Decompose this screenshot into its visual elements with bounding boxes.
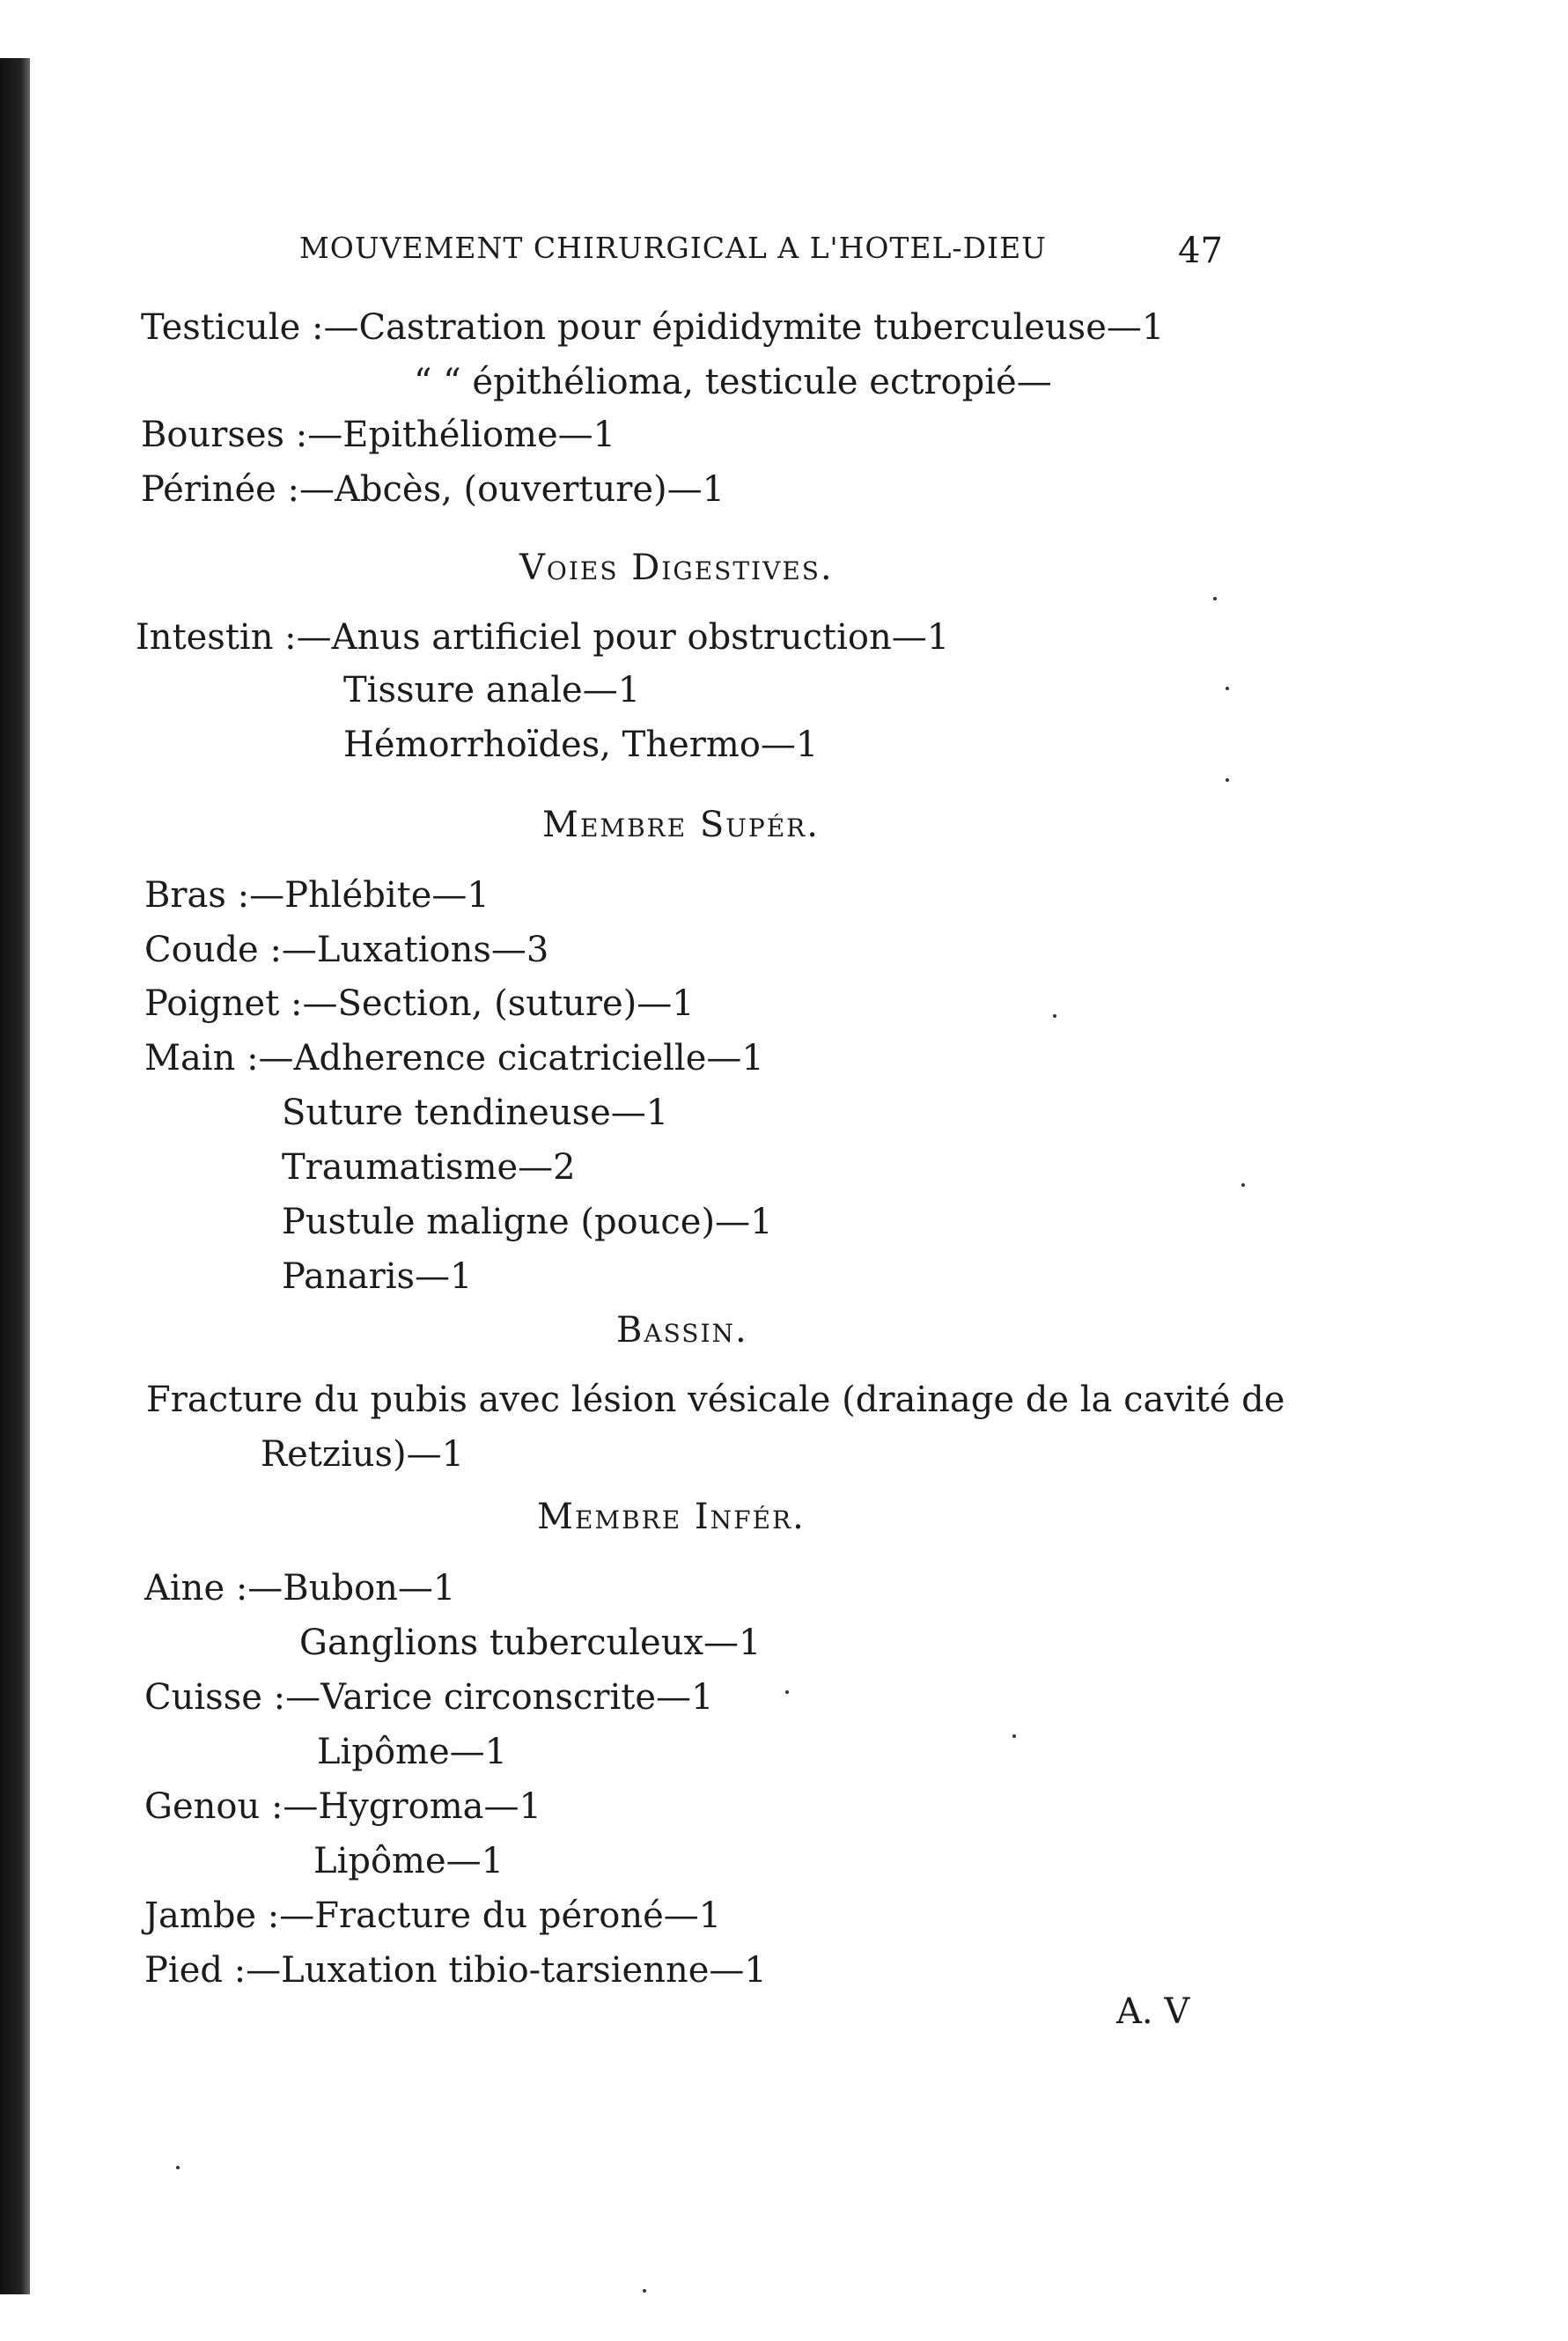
section-heading: Membre Supér. [542, 805, 820, 845]
text-line: Retzius)—1 [261, 1434, 465, 1475]
text-line: Pustule maligne (pouce)—1 [282, 1202, 773, 1242]
text-line: Lipôme—1 [317, 1732, 508, 1772]
text-line: Panaris—1 [282, 1256, 473, 1297]
text-line: Poignet :—Section, (suture)—1 [144, 983, 695, 1024]
text-line: Hémorrhoïdes, Thermo—1 [343, 725, 819, 765]
running-head: MOUVEMENT CHIRURGICAL A L'HOTEL-DIEU [299, 231, 1047, 265]
text-line: Testicule :—Castration pour épididymite tuberculeuse—1 [141, 307, 1165, 348]
print-speck [1226, 687, 1229, 690]
text-line: Pied :—Luxation tibio-tarsienne—1 [144, 1950, 767, 1991]
text-line: Fracture du pubis avec lésion vésicale (drainage de la cavité de [146, 1380, 1285, 1420]
print-speck [1213, 597, 1217, 600]
text-line: Traumatisme—2 [282, 1147, 576, 1188]
print-speck [1226, 778, 1229, 782]
print-speck [176, 2166, 180, 2169]
text-line: “ “ épithélioma, testicule ectropié— [414, 362, 1052, 402]
text-line: Cuisse :—Varice circonscrite—1 [144, 1677, 714, 1718]
text-line: Aine :—Bubon—1 [144, 1568, 456, 1609]
text-line: Main :—Adherence cicatricielle—1 [144, 1038, 764, 1078]
section-heading: Bassin. [616, 1310, 748, 1351]
print-speck [1012, 1734, 1016, 1738]
text-line: Périnée :—Abcès, (ouverture)—1 [141, 469, 725, 510]
print-speck [1053, 1014, 1056, 1018]
signature-initials: A. V [1116, 1991, 1190, 2032]
section-heading: Membre Infér. [537, 1497, 806, 1537]
page-number: 47 [1178, 231, 1223, 271]
text-line: Jambe :—Fracture du péroné—1 [144, 1896, 722, 1936]
text-line: Ganglions tuberculeux—1 [299, 1623, 762, 1663]
print-speck [643, 2289, 646, 2293]
text-line: Bras :—Phlébite—1 [144, 875, 490, 916]
print-speck [1241, 1183, 1245, 1187]
text-line: Lipôme—1 [313, 1841, 504, 1881]
text-line: Tissure anale—1 [343, 670, 641, 710]
text-line: Intestin :—Anus artificiel pour obstruction—1 [136, 617, 950, 658]
text-line: Coude :—Luxations—3 [144, 930, 549, 970]
text-line: Bourses :—Epithéliome—1 [141, 415, 616, 455]
text-line: Suture tendineuse—1 [282, 1093, 669, 1133]
book-spine-shadow [0, 58, 30, 2294]
print-speck [785, 1690, 789, 1694]
section-heading: Voies Digestives. [519, 548, 834, 588]
text-line: Genou :—Hygroma—1 [144, 1786, 541, 1827]
